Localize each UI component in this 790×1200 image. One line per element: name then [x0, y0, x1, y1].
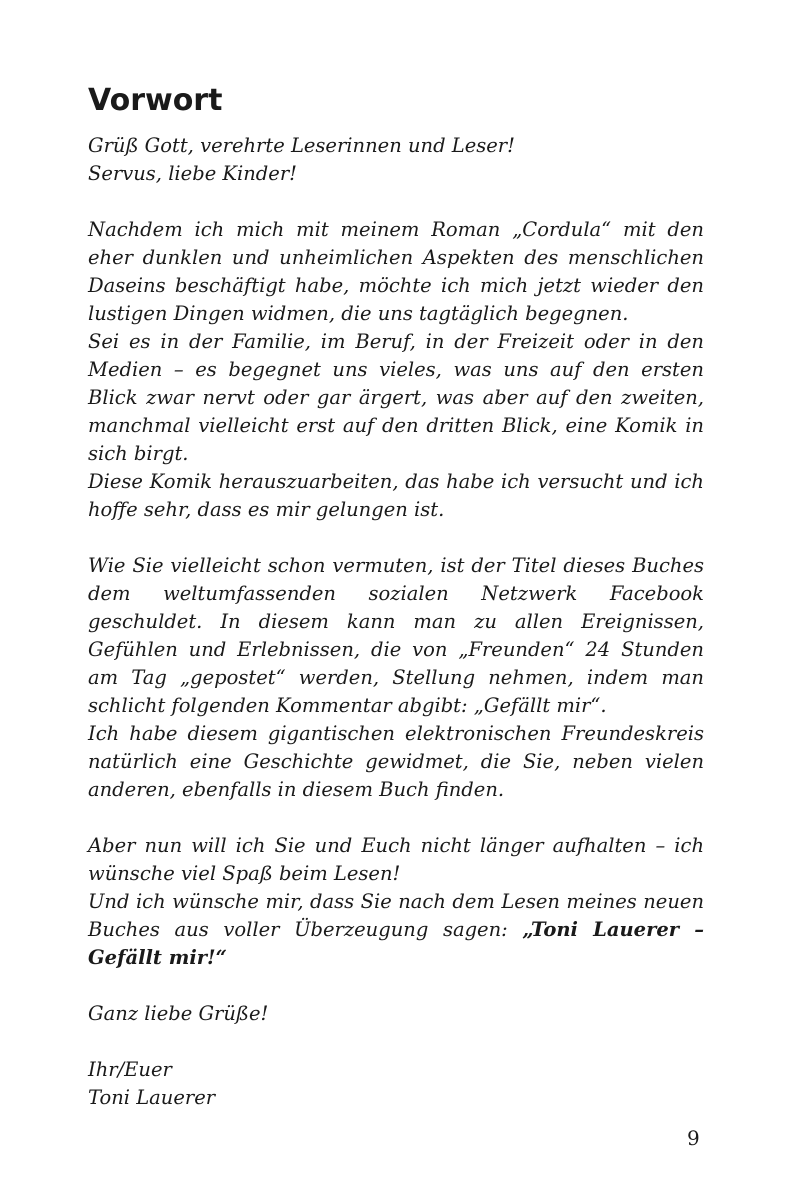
paragraph-3-sentence-1: Aber nun will ich Sie und Euch nicht länger aufhalten – ich wünsche viel Spaß beim Lesen! — [88, 834, 704, 885]
foreword-body — [88, 132, 704, 1112]
page-title: Vorwort — [88, 83, 223, 118]
signature — [88, 1056, 704, 1112]
paragraph-gap — [88, 804, 704, 832]
greeting-line-2: Servus, liebe Kinder! — [88, 162, 297, 185]
paragraph-2-sentence-1: Wie Sie vielleicht schon vermuten, ist der Titel dieses Buches dem weltumfassenden sozialen Netzwerk Facebook geschuldet. In diesem kann man zu allen Ereignissen, Gefühlen und Erlebnissen, die von „Freunden“ 24 Stunden am Tag „gepostet“ werden, Stellung nehmen, indem man schlicht folgenden Kommentar abgibt: „Gefällt mir“. — [88, 554, 704, 717]
paragraph-1-sentence-1: Nachdem ich mich mit meinem Roman „Cordula“ mit den eher dunklen und unheimlichen Aspekten des menschlichen Daseins beschäftigt habe, möchte ich mich jetzt wieder den lustigen Dingen widmen, die uns tagtäglich begegnen. — [88, 218, 704, 325]
greeting — [88, 132, 704, 188]
paragraph-gap — [88, 524, 704, 552]
paragraph-gap — [88, 1028, 704, 1056]
signature-line-1: Ihr/Euer — [88, 1058, 172, 1081]
paragraph-2 — [88, 552, 704, 804]
paragraph-1 — [88, 216, 704, 524]
paragraph-3-sentence-2 — [88, 888, 704, 972]
signature-author-name: Toni Lauerer — [88, 1086, 216, 1109]
paragraph-2-sentence-2: Ich habe diesem gigantischen elektronischen Freundeskreis natürlich eine Geschichte gewidmet, die Sie, neben vielen anderen, ebenfalls in diesem Buch finden. — [88, 722, 704, 801]
closing-line: Ganz liebe Grüße! — [88, 1002, 269, 1025]
greeting-line-1: Grüß Gott, verehrte Leserinnen und Leser! — [88, 134, 515, 157]
paragraph-3 — [88, 832, 704, 972]
paragraph-3-lead-text: Und ich wünsche mir, dass Sie nach dem Lesen meines neuen Buches aus voller Überzeugung sagen: — [88, 890, 704, 941]
paragraph-1-sentence-3: Diese Komik herauszuarbeiten, das habe ich versucht und ich hoffe sehr, dass es mir gelungen ist. — [88, 470, 704, 521]
paragraph-1-sentence-2: Sei es in der Familie, im Beruf, in der Freizeit oder in den Medien – es begegnet uns vieles, was uns auf den ersten Blick zwar nervt oder gar ärgert, was aber auf den zweiten, manchmal vielleicht erst auf den dritten Blick, eine Komik in sich birgt. — [88, 330, 704, 465]
page-number: 9 — [687, 1126, 700, 1150]
paragraph-gap — [88, 188, 704, 216]
author-quote: „Toni Lauerer – Gefällt mir!“ — [88, 918, 704, 969]
paragraph-gap — [88, 972, 704, 1000]
